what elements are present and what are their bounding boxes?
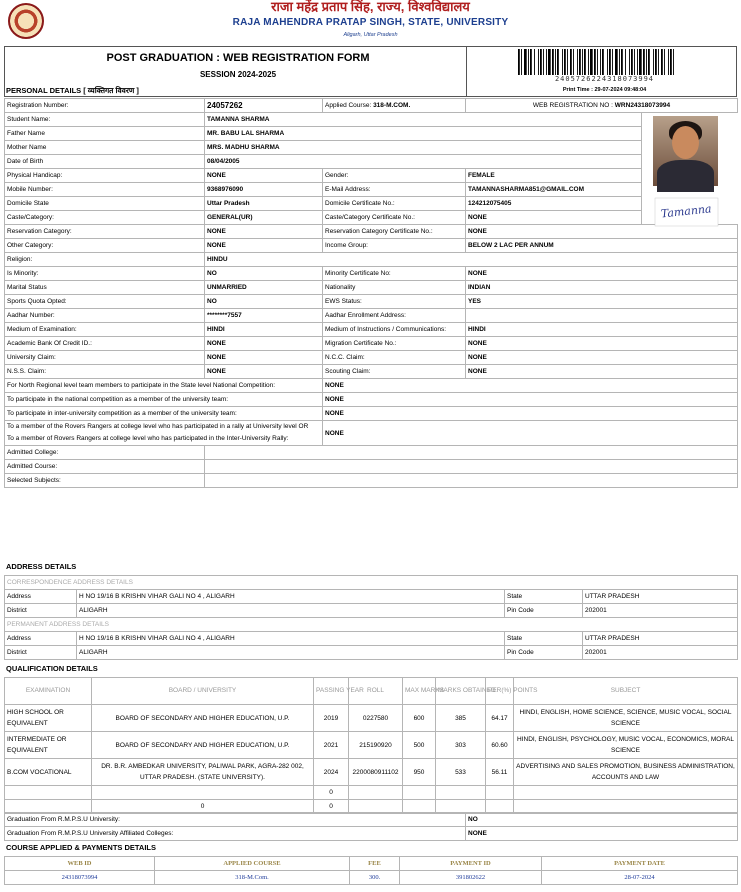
web-registration-no: WRN24318073994 [614, 102, 671, 109]
qualification-cell: HIGH SCHOOL OR EQUIVALENT [5, 705, 92, 732]
barcode-number: 2405726224318073994 [554, 75, 655, 83]
session-label: SESSION 2024-2025 [199, 70, 277, 79]
gender: FEMALE [466, 169, 642, 183]
qualification-header: PASSING YEAR [314, 678, 349, 705]
qualification-cell: 2019 [314, 705, 349, 732]
father-name: MR. BABU LAL SHARMA [205, 127, 642, 141]
payment-web-id: 24318073994 [5, 871, 155, 885]
applied-course: 318-M.COM. [373, 102, 411, 109]
qualification-cell: 0 [92, 800, 314, 814]
qualification-cell: 60.60 [486, 732, 514, 759]
qualification-cell: HINDI, ENGLISH, HOME SCIENCE, SCIENCE, MUSIC VOCAL, SOCIAL SCIENCE [514, 705, 738, 732]
qualification-row [5, 759, 738, 786]
student-signature [655, 198, 718, 226]
personal-details-table: Registration Number: 24057262 Applied Course: 318-M.COM. WEB REGISTRATION NO : WRN24318073994 Student Name: TAMANNA SHARMA Father Name MR. BABU LAL SHARMA Mother Name MRS. MADHU SHARMA Date of Birth 08/04/2005 Physical Handicap: NONE Gender: FEMALE Mobile Number: 9368976090 E-Mail Address: TAMANNASHARMA851@GMAIL.COM Domicile State Uttar Pradesh Domicile Certificate No.: 124212075405 Caste/Category: GENERAL(UR) Caste/Category Certificate No.: NONE Reservation Category: NONE Reservation Category Certificate No.: NONE Other Category: NONE Income Group: BELOW 2 LAC PER ANNUM Religion: HINDU Is Minority: NO Minority Certificate No: NONE Marital Status UNMARRIED Nationality INDIAN Sports Quota Opted: NO EWS Status: YES Aadhar Number: ********7557 Aadhar Enrollment Address: Medium of Examination: HINDI Medium of Instructions / Communications: HINDI Academic Bank Of Credit ID.: NONE Migration Certificate No.: NONE University Claim: NONE N.C.C. Claim: NONE N.S.S. Claim: NONE Scouting Claim: NONE For North Regional level team members to participate in the State level National Competition: NONE To participate in the national competition as a member of the university team: NONE To participate in inter-university competition as a member of the university team: NONE To a member of the Rovers Rangers at college level who has participated in a rally at University level OR To a member of Rovers Rangers at college level who has participated in the Inter-University Rally: NONE Admitted College: Admitted Course: Selected Subjects: [4, 98, 738, 488]
permanent-address: H NO 19/16 B KRISHN VIHAR GALI NO 4 , ALIGARH [77, 632, 505, 646]
qualification-header: BOARD / UNIVERSITY [92, 678, 314, 705]
address-table: CORRESPONDENCE ADDRESS DETAILS Address H NO 19/16 B KRISHN VIHAR GALI NO 4 , ALIGARH State UTTAR PRADESH District ALIGARH Pin Code 202001 PERMANENT ADDRESS DETAILS Address H NO 19/16 B KRISHN VIHAR GALI NO 4 , ALIGARH State UTTAR PRADESH District ALIGARH Pin Code 202001 [4, 575, 738, 660]
qualification-cell: B.COM VOCATIONAL [5, 759, 92, 786]
form-title: POST GRADUATION : WEB REGISTRATION FORM [106, 52, 370, 64]
student-photo [653, 116, 718, 186]
qualification-cell: ADVERTISING AND SALES PROMOTION, BUSINESS ADMINISTRATION, ACCOUNTS AND LAW [514, 759, 738, 786]
qualification-table [4, 677, 738, 814]
qualification-cell: 0227580 [349, 705, 403, 732]
qualification-header: PER(%) POINTS [486, 678, 514, 705]
correspondence-address: H NO 19/16 B KRISHN VIHAR GALI NO 4 , ALIGARH [77, 590, 505, 604]
university-name-hindi: राजा महेंद्र प्रताप सिंह, राज्य, विश्वविद्यालय [271, 0, 470, 14]
qualification-cell [436, 786, 486, 800]
qualification-cell: 64.17 [486, 705, 514, 732]
qualification-details-title: QUALIFICATION DETAILS [6, 664, 98, 673]
qualification-header: MARKS OBTAINED [436, 678, 486, 705]
qualification-cell: 2021 [314, 732, 349, 759]
qualification-row [5, 732, 738, 759]
svg-text:Tamanna: Tamanna [660, 202, 713, 221]
date-of-birth: 08/04/2005 [205, 155, 642, 169]
qualification-cell: 303 [436, 732, 486, 759]
qualification-cell [514, 786, 738, 800]
qualification-header: EXAMINATION [5, 678, 92, 705]
university-name-english: RAJA MAHENDRA PRATAP SINGH, STATE, UNIVERSITY [232, 17, 509, 28]
qualification-cell: 533 [436, 759, 486, 786]
qualification-cell [403, 786, 436, 800]
qualification-cell: 950 [403, 759, 436, 786]
aadhar-number: ********7557 [205, 309, 323, 323]
payment-table: WEB ID APPLIED COURSE FEE PAYMENT ID PAYMENT DATE 24318073994 318-M.Com. 300. 391802622 28-07-2024 [4, 856, 738, 885]
mother-name: MRS. MADHU SHARMA [205, 141, 642, 155]
qualification-cell: 56.11 [486, 759, 514, 786]
payment-date: 28-07-2024 [542, 871, 738, 885]
qualification-cell: BOARD OF SECONDARY AND HIGHER EDUCATION, U.P. [92, 705, 314, 732]
email-address: TAMANNASHARMA851@GMAIL.COM [466, 183, 642, 197]
university-header [0, 0, 741, 46]
qualification-row [5, 786, 738, 800]
qualification-cell: DR. B.R. AMBEDKAR UNIVERSITY, PALIWAL PARK, AGRA-282 002, UTTAR PRADESH. (STATE UNIVERSITY). [92, 759, 314, 786]
address-details-title: ADDRESS DETAILS [6, 562, 77, 571]
print-time: Print Time : 29-07-2024 09:48:04 [562, 87, 647, 93]
payment-details-title: COURSE APPLIED & PAYMENTS DETAILS [6, 843, 157, 852]
qualification-row [5, 705, 738, 732]
qualification-header: MAX MARKS [403, 678, 436, 705]
payment-course: 318-M.Com. [155, 871, 350, 885]
qualification-cell [349, 786, 403, 800]
qualification-cell: 385 [436, 705, 486, 732]
qualification-header: SUBJECT [514, 678, 738, 705]
qualification-cell: 500 [403, 732, 436, 759]
qualification-header: ROLL [349, 678, 403, 705]
student-name: TAMANNA SHARMA [205, 113, 642, 127]
mobile-number: 9368976090 [205, 183, 323, 197]
qualification-cell: 215190920 [349, 732, 403, 759]
qualification-cell: HINDI, ENGLISH, PSYCHOLOGY, MUSIC VOCAL, ECONOMICS, MORAL SCIENCE [514, 732, 738, 759]
qualification-cell: 2024 [314, 759, 349, 786]
qualification-cell: 0 [314, 786, 349, 800]
barcode [516, 49, 676, 75]
university-location: Aligarh, Uttar Pradesh [343, 32, 398, 38]
qualification-cell: 0 [314, 800, 349, 814]
registration-number: 24057262 [205, 99, 323, 113]
qualification-cell [5, 786, 92, 800]
payment-id: 391802622 [400, 871, 542, 885]
personal-details-title: PERSONAL DETAILS [ व्यक्तिगत विवरण ] [6, 86, 139, 95]
field-label: Registration Number: [5, 99, 205, 113]
payment-fee: 300. [350, 871, 400, 885]
graduation-table: Graduation From R.M.P.S.U University: NO Graduation From R.M.P.S.U University Affiliated Colleges: NONE [4, 812, 738, 841]
qualification-cell: 2200080911102 [349, 759, 403, 786]
qualification-cell: 600 [403, 705, 436, 732]
qualification-cell: INTERMEDIATE OR EQUIVALENT [5, 732, 92, 759]
qualification-cell: BOARD OF SECONDARY AND HIGHER EDUCATION, U.P. [92, 732, 314, 759]
qualification-cell [486, 786, 514, 800]
qualification-cell [92, 786, 314, 800]
